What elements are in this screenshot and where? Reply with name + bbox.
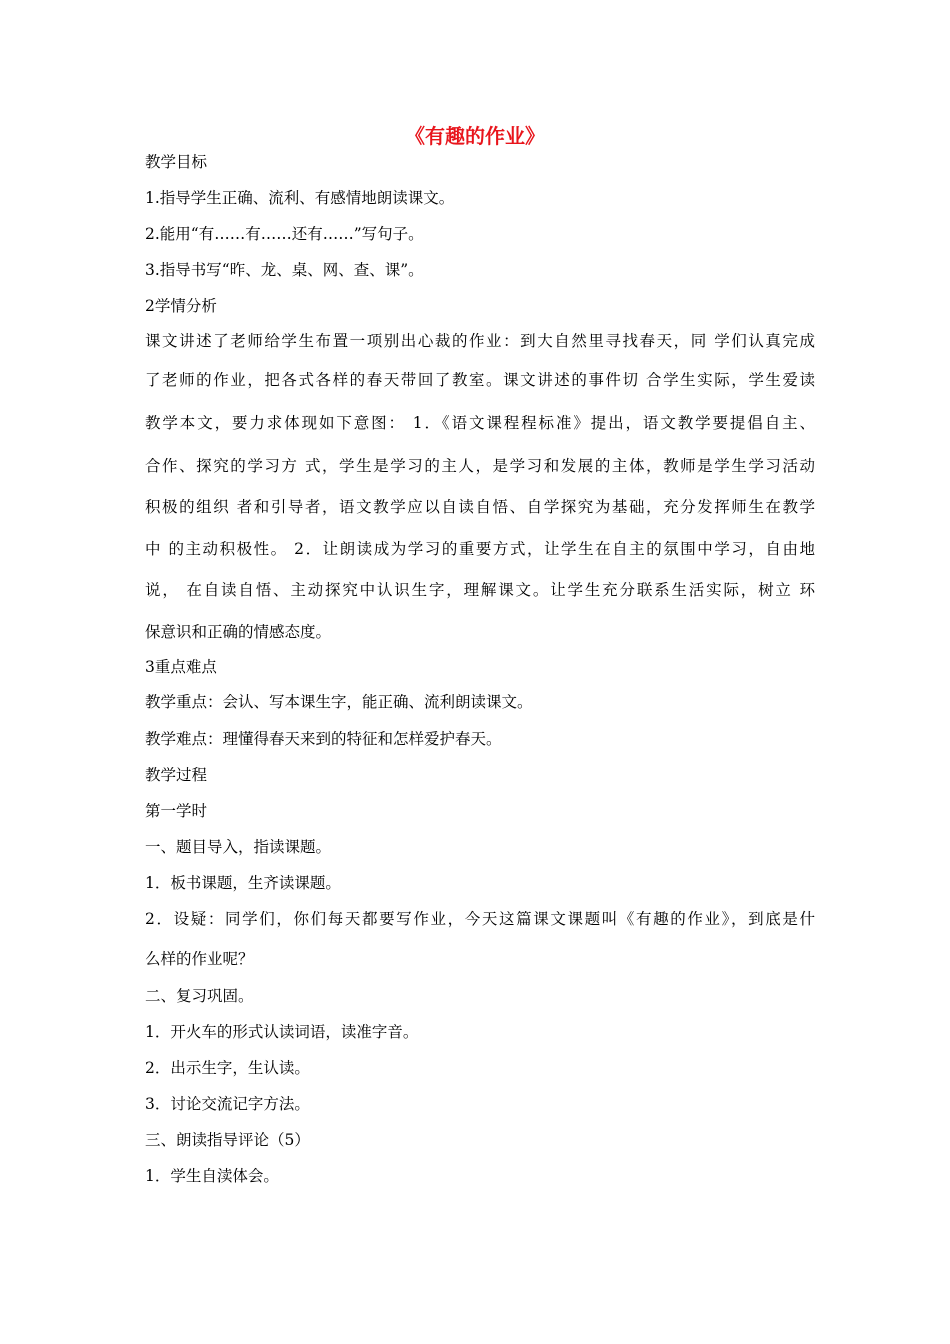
- paragraph-line: 教学本文，要力求体现如下意图： 1．《语文课程程标准》提出，语文教学要提倡自主、: [145, 414, 815, 432]
- section-heading-objectives: 教学目标: [145, 153, 208, 171]
- document-title: 《有趣的作业》: [405, 124, 545, 148]
- text-line: 教学难点：理懂得春天来到的特征和怎样爱护春天。: [145, 730, 502, 748]
- section-heading-process: 教学过程: [145, 766, 208, 784]
- text-line: 一、题目导入，指读课题。: [145, 838, 332, 856]
- paragraph-line: 2．设疑：同学们，你们每天都要写作业，今天这篇课文课题叫《有趣的作业》，到底是什: [145, 910, 815, 928]
- text-line: 1．板书课题，生齐读课题。: [145, 874, 341, 892]
- section-heading-key-points: 3重点难点: [145, 658, 217, 676]
- paragraph-line: 了老师的作业，把各式各样的春天带回了教室。课文讲述的事件切 合学生实际，学生爱读: [145, 371, 815, 389]
- text-line: 第一学时: [145, 802, 208, 820]
- paragraph-line: 保意识和正确的情感态度。: [145, 623, 332, 641]
- paragraph-line: 课文讲述了老师给学生布置一项别出心裁的作业：到大自然里寻找春天，同 学们认真完成: [145, 332, 815, 350]
- text-line: 教学重点：会认、写本课生字，能正确、流利朗读课文。: [145, 693, 533, 711]
- paragraph-line: 合作、探究的学习方 式，学生是学习的主人，是学习和发展的主体，教师是学生学习活动: [145, 457, 815, 475]
- section-heading-analysis: 2学情分析: [145, 297, 217, 315]
- text-line: 2．出示生字，生认读。: [145, 1059, 310, 1077]
- text-line: 2.能用“有……有……还有……”写句子。: [145, 225, 424, 243]
- text-line: 1．开火车的形式认读词语，读准字音。: [145, 1023, 419, 1041]
- paragraph-line: 么样的作业呢？: [145, 950, 254, 968]
- paragraph-line: 积极的组织 者和引导者，语文教学应以自读自悟、自学探究为基础，充分发挥师生在教学: [145, 498, 815, 516]
- text-line: 3．讨论交流记字方法。: [145, 1095, 310, 1113]
- text-line: 3.指导书写“昨、龙、桌、网、查、课”。: [145, 261, 424, 279]
- text-line: 三、朗读指导评论（5）: [145, 1131, 310, 1149]
- paragraph-line: 说， 在自读自悟、主动探究中认识生字，理解课文。让学生充分联系生活实际，树立 环: [145, 581, 815, 599]
- text-line: 1.指导学生正确、流利、有感情地朗读课文。: [145, 189, 455, 207]
- text-line: 1．学生自渎体会。: [145, 1167, 279, 1185]
- paragraph-line: 中 的主动积极性。 2．让朗读成为学习的重要方式，让学生在自主的氛围中学习，自由地: [145, 540, 815, 558]
- text-line: 二、复习巩固。: [145, 987, 254, 1005]
